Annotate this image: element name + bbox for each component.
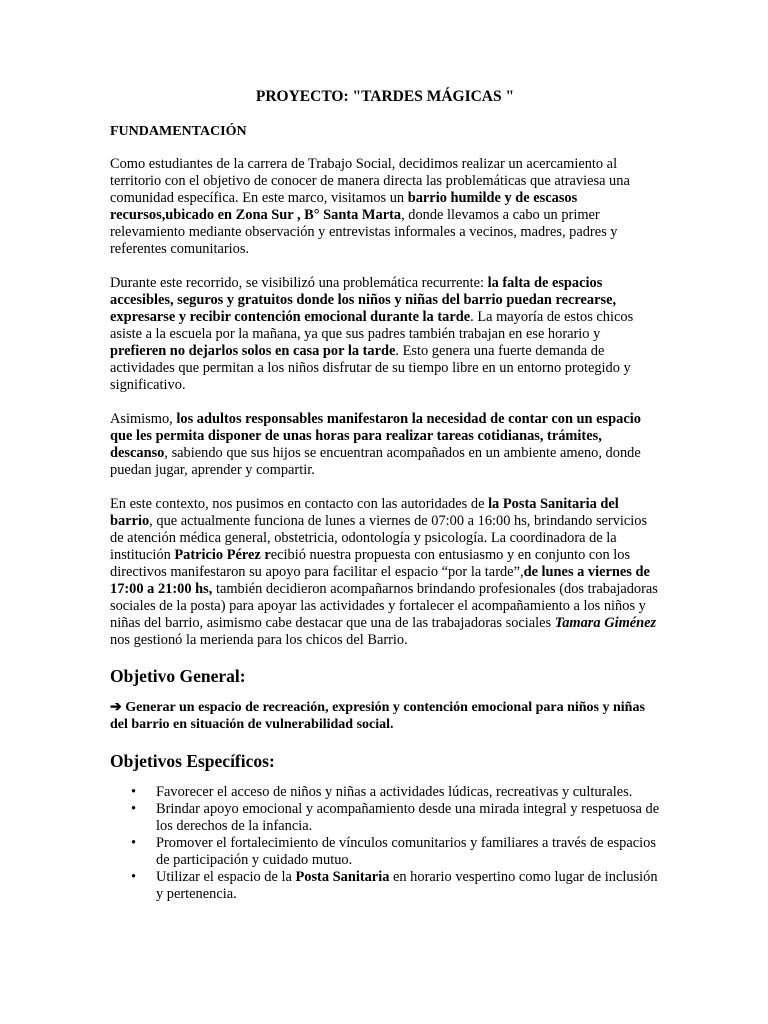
paragraph-1-bold-a: barrio humilde y de escasos recursos,ubicado en Zona Sur , B° Santa Marta — [110, 190, 578, 223]
paragraph-3-bold-a: los adultos responsables manifestaron la necesidad de contar con un espacio que les permita disponer de unas horas para realizar tareas cotidianas, trámites, descanso — [110, 411, 641, 461]
arrow-icon: ➔ — [110, 700, 122, 715]
document-title: PROYECTO: "TARDES MÁGICAS " — [255, 88, 515, 105]
bullet-icon: • — [131, 801, 137, 817]
document-page — [110, 88, 660, 903]
paragraph-4-bold-b: Patricio Pérez r — [174, 547, 271, 563]
paragraph-2-bold-a: la falta de espacios accesibles, seguros y gratuitos donde los niños y niñas del barrio puedan recrearse, expresarse y recibir contención emocional durante la tarde — [110, 275, 617, 325]
bullet-icon: • — [131, 784, 137, 800]
list-item-text: Favorecer el acceso de niños y niñas a actividades lúdicas, recreativas y culturales. — [156, 784, 633, 800]
list-item-bold: Posta Sanitaria — [295, 869, 390, 885]
paragraph-1 — [110, 156, 660, 258]
paragraph-2-text-c: . Esto genera una fuerte demanda de actividades que permitan a los niños disfrutar de su tiempo libre en un entorno protegido y significativo. — [110, 343, 631, 393]
paragraph-2-bold-b: prefieren no dejarlos solos en casa por la tarde — [110, 343, 396, 359]
bullet-icon: • — [131, 835, 137, 851]
heading-objetivo-general: Objetivo General: — [110, 666, 246, 686]
paragraph-4-bold-a: la Posta Sanitaria del barrio — [110, 496, 619, 529]
list-item-text: Promover el fortalecimiento de vínculos comunitarios y familiares a través de espacios de participación y cuidado mutuo. — [156, 835, 656, 868]
bullet-icon: • — [131, 869, 137, 885]
objetivo-general-text — [110, 699, 660, 733]
paragraph-4-bold-c: de lunes a viernes de 17:00 a 21:00 hs, — [110, 564, 650, 597]
paragraph-4-text-e: nos gestionó la merienda para los chicos del Barrio. — [110, 632, 408, 648]
list-item-text: Brindar apoyo emocional y acompañamiento desde una mirada integral y respetuosa de los derechos de la infancia. — [156, 801, 660, 834]
paragraph-2-text-a: Durante este recorrido, se visibilizó una problemática recurrente: — [110, 275, 488, 291]
heading-objetivos-especificos: Objetivos Específicos: — [110, 751, 275, 771]
list-item — [110, 835, 660, 869]
objetivo-general-statement: Generar un espacio de recreación, expresión y contención emocional para niños y niñas del barrio en situación de vulnerabilidad social. — [110, 700, 645, 732]
paragraph-1-text-b: , donde llevamos a cabo un primer relevamiento mediante observación y entrevistas informales a vecinos, madres, padres y referentes comunitarios. — [110, 207, 618, 257]
list-item — [110, 784, 660, 801]
paragraph-2-text-b: . La mayoría de estos chicos asiste a la escuela por la mañana, ya que sus padres también trabajan en ese horario y — [110, 309, 634, 342]
list-item — [110, 801, 660, 835]
paragraph-4-text-c: ecibió nuestra propuesta con entusiasmo y en conjunto con los directivos manifestaron su apoyo para facilitar el espacio “por la tarde”, — [110, 547, 631, 580]
paragraph-4-text-b: , que actualmente funciona de lunes a viernes de 07:00 a 16:00 hs, brindando servicios de atención médica general, obstetricia, odontología y psicología. La coordinadora de la institución — [110, 513, 648, 563]
paragraph-4-text-a: En este contexto, nos pusimos en contacto con las autoridades de — [110, 496, 489, 512]
paragraph-4 — [110, 496, 660, 649]
list-item-text-a: Utilizar el espacio de la — [156, 869, 296, 885]
list-item — [110, 869, 660, 903]
section-heading-fundamentacion: FUNDAMENTACIÓN — [110, 124, 247, 139]
paragraph-3 — [110, 411, 660, 479]
paragraph-1-text-a: Como estudiantes de la carrera de Trabajo Social, decidimos realizar un acercamiento al territorio con el objetivo de conocer de manera directa las problemáticas que atraviesa una comunidad específica. En este marco, visitamos un — [110, 156, 630, 206]
paragraph-3-text-a: Asimismo, — [110, 411, 177, 427]
objetivos-especificos-list — [110, 784, 660, 903]
paragraph-2 — [110, 275, 660, 394]
paragraph-4-bold-italic-name: Tamara Giménez — [554, 615, 657, 631]
list-item-text-b: en horario vespertino como lugar de inclusión y pertenencia. — [156, 869, 658, 902]
paragraph-3-text-b: , sabiendo que sus hijos se encuentran acompañados en un ambiente ameno, donde puedan jugar, aprender y compartir. — [110, 445, 641, 478]
paragraph-4-text-d: también decidieron acompañarnos brindando profesionales (dos trabajadoras sociales de la posta) para apoyar las actividades y fortalecer el acompañamiento a los niños y niñas del barrio, asimismo cabe destacar que una de las trabajadoras sociales — [110, 581, 658, 631]
